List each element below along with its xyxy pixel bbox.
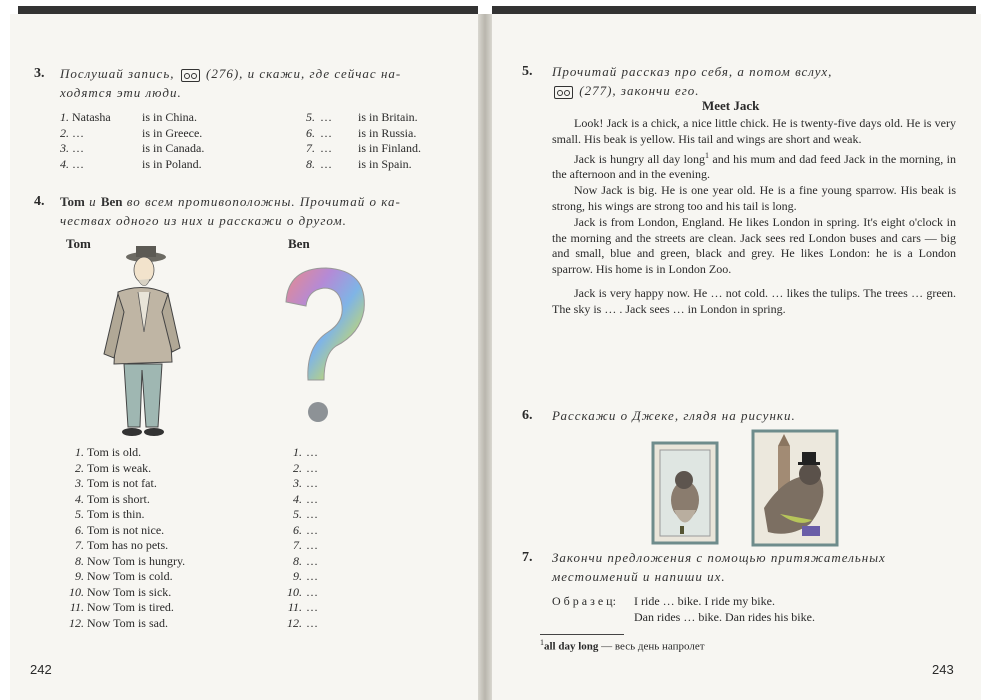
list-item: 9. Now Tom is cold. <box>75 569 173 583</box>
list-item: 8. Now Tom is hungry. <box>75 553 186 568</box>
sample-line-2: Dan rides … bike. Dan rides his bike. <box>634 610 815 624</box>
tom-qualities-list <box>66 445 256 631</box>
list-item: 7. … <box>293 538 318 552</box>
ex3-instr-c: ходятся эти люди. <box>60 85 182 100</box>
list-item: 4. … is in Poland. <box>60 156 202 171</box>
ex5-instruction: Прочитай рассказ про себя, а потом вслух, (277), закончи его. <box>552 64 833 98</box>
cassette-icon <box>181 69 200 82</box>
ex3-number: 3. <box>34 66 45 81</box>
question-mark-illustration <box>268 262 378 432</box>
story-paragraph: Jack is very happy now. He … not cold. … likes the tulips. The trees … green. The sky is … . Jack sees … in London in spring. <box>552 285 956 316</box>
ex3-instr-a: Послушай запись, <box>60 66 175 81</box>
list-item: 10. Now Tom is sick. <box>69 584 172 599</box>
story-paragraph: Jack is hungry all day long$^1$ and his mum and dad feed Jack in the morning, in the afternoon and in the evening. <box>552 150 956 182</box>
list-item: 1. Natasha is in China. <box>60 110 198 124</box>
story-title: Meet Jack <box>702 98 760 113</box>
ex3-instr-b: (276), и скажи, где сейчас на- <box>206 66 402 81</box>
ex4-number: 4. <box>34 194 45 209</box>
tom-illustration <box>88 242 188 442</box>
list-item: 3. Tom is not fat. <box>75 476 157 490</box>
list-item: 10. … <box>287 584 318 599</box>
list-item: 12. … <box>287 615 318 630</box>
list-item: 11. Now Tom is tired. <box>69 600 174 614</box>
list-item: 2. Tom is weak. <box>75 460 152 475</box>
list-item: 4. … <box>293 491 318 506</box>
list-item: 6. … <box>293 522 318 537</box>
top-dark-band <box>18 6 976 14</box>
ex3-right-list <box>306 110 476 172</box>
list-item: 2. … <box>293 460 318 475</box>
label-ben: Ben <box>288 236 310 251</box>
list-item: 7. Tom has no pets. <box>75 538 169 552</box>
footnote-divider <box>540 634 624 635</box>
list-item: 8. … <box>293 553 318 568</box>
ex3-instruction <box>60 64 460 102</box>
ex6-instruction: Расскажи о Джеке, глядя на рисунки. <box>552 408 796 423</box>
list-item: 2. … is in Greece. <box>60 125 203 140</box>
ex7-instruction: Закончи предложения с помощью притяжательных местоимений и напиши их. <box>552 550 886 584</box>
sample-line-1: I ride … bike. I ride my bike. <box>634 594 775 608</box>
list-item: 7. … is in Finland. <box>306 141 422 155</box>
list-item: 5. … <box>293 507 318 521</box>
list-item: 8. … is in Spain. <box>306 156 412 171</box>
right-page <box>492 14 981 700</box>
list-item: 9. … <box>293 569 318 583</box>
ex5-number: 5. <box>522 64 533 79</box>
list-item: 6. … is in Russia. <box>306 125 417 140</box>
list-item: 3. … <box>293 476 318 490</box>
page-number-right: 243 <box>932 662 954 677</box>
story-paragraph: Look! Jack is a chick, a nice little chick. He is twenty-five days old. He is very small. His beak is yellow. His tail and wings are short and weak. <box>552 116 956 146</box>
label-tom: Tom <box>66 236 91 251</box>
page-number-left: 242 <box>30 662 52 677</box>
left-page <box>10 14 478 700</box>
ben-qualities-list <box>284 445 364 631</box>
list-item: 5. Tom is thin. <box>75 507 145 521</box>
list-item: 12. Now Tom is sad. <box>69 615 168 630</box>
list-item: 1. … <box>293 445 318 459</box>
book-gutter <box>478 14 492 700</box>
story-paragraph: Jack is from London, England. He likes London in spring. It's eight o'clock in the morning and the streets are clean. Jack sees red London buses and cars — big and small, blue and green, black and grey. He likes London: he is a London sparrow. His home is in London Zoo. <box>552 214 956 277</box>
footnote: $^1$all day long — весь день напролет <box>540 638 705 653</box>
list-item: 4. Tom is short. <box>75 491 150 506</box>
ex4-instruction: Tom и Ben во всем противоположны. Прочитай о ка- чествах одного из них и расскажи о другом. <box>60 194 401 228</box>
list-item: 5. … is in Britain. <box>306 110 418 124</box>
list-item: 3. … is in Canada. <box>60 141 205 155</box>
story-paragraph: Now Jack is big. He is one year old. He is a fine young sparrow. His beak is strong, his wings are strong too and his tail is long. <box>552 183 956 213</box>
ex7-number: 7. <box>522 550 533 565</box>
ex3-left-list <box>60 110 280 172</box>
list-item: 6. Tom is not nice. <box>75 522 165 537</box>
sample-label: О б р а з е ц: <box>552 594 616 608</box>
large-framed-bird-picture <box>750 428 840 548</box>
list-item: 1. Tom is old. <box>75 445 142 459</box>
ex6-number: 6. <box>522 408 533 423</box>
cassette-icon <box>554 86 573 99</box>
list-item: 11. … <box>287 600 318 614</box>
small-framed-bird-picture <box>650 440 720 548</box>
story-body <box>552 116 956 318</box>
